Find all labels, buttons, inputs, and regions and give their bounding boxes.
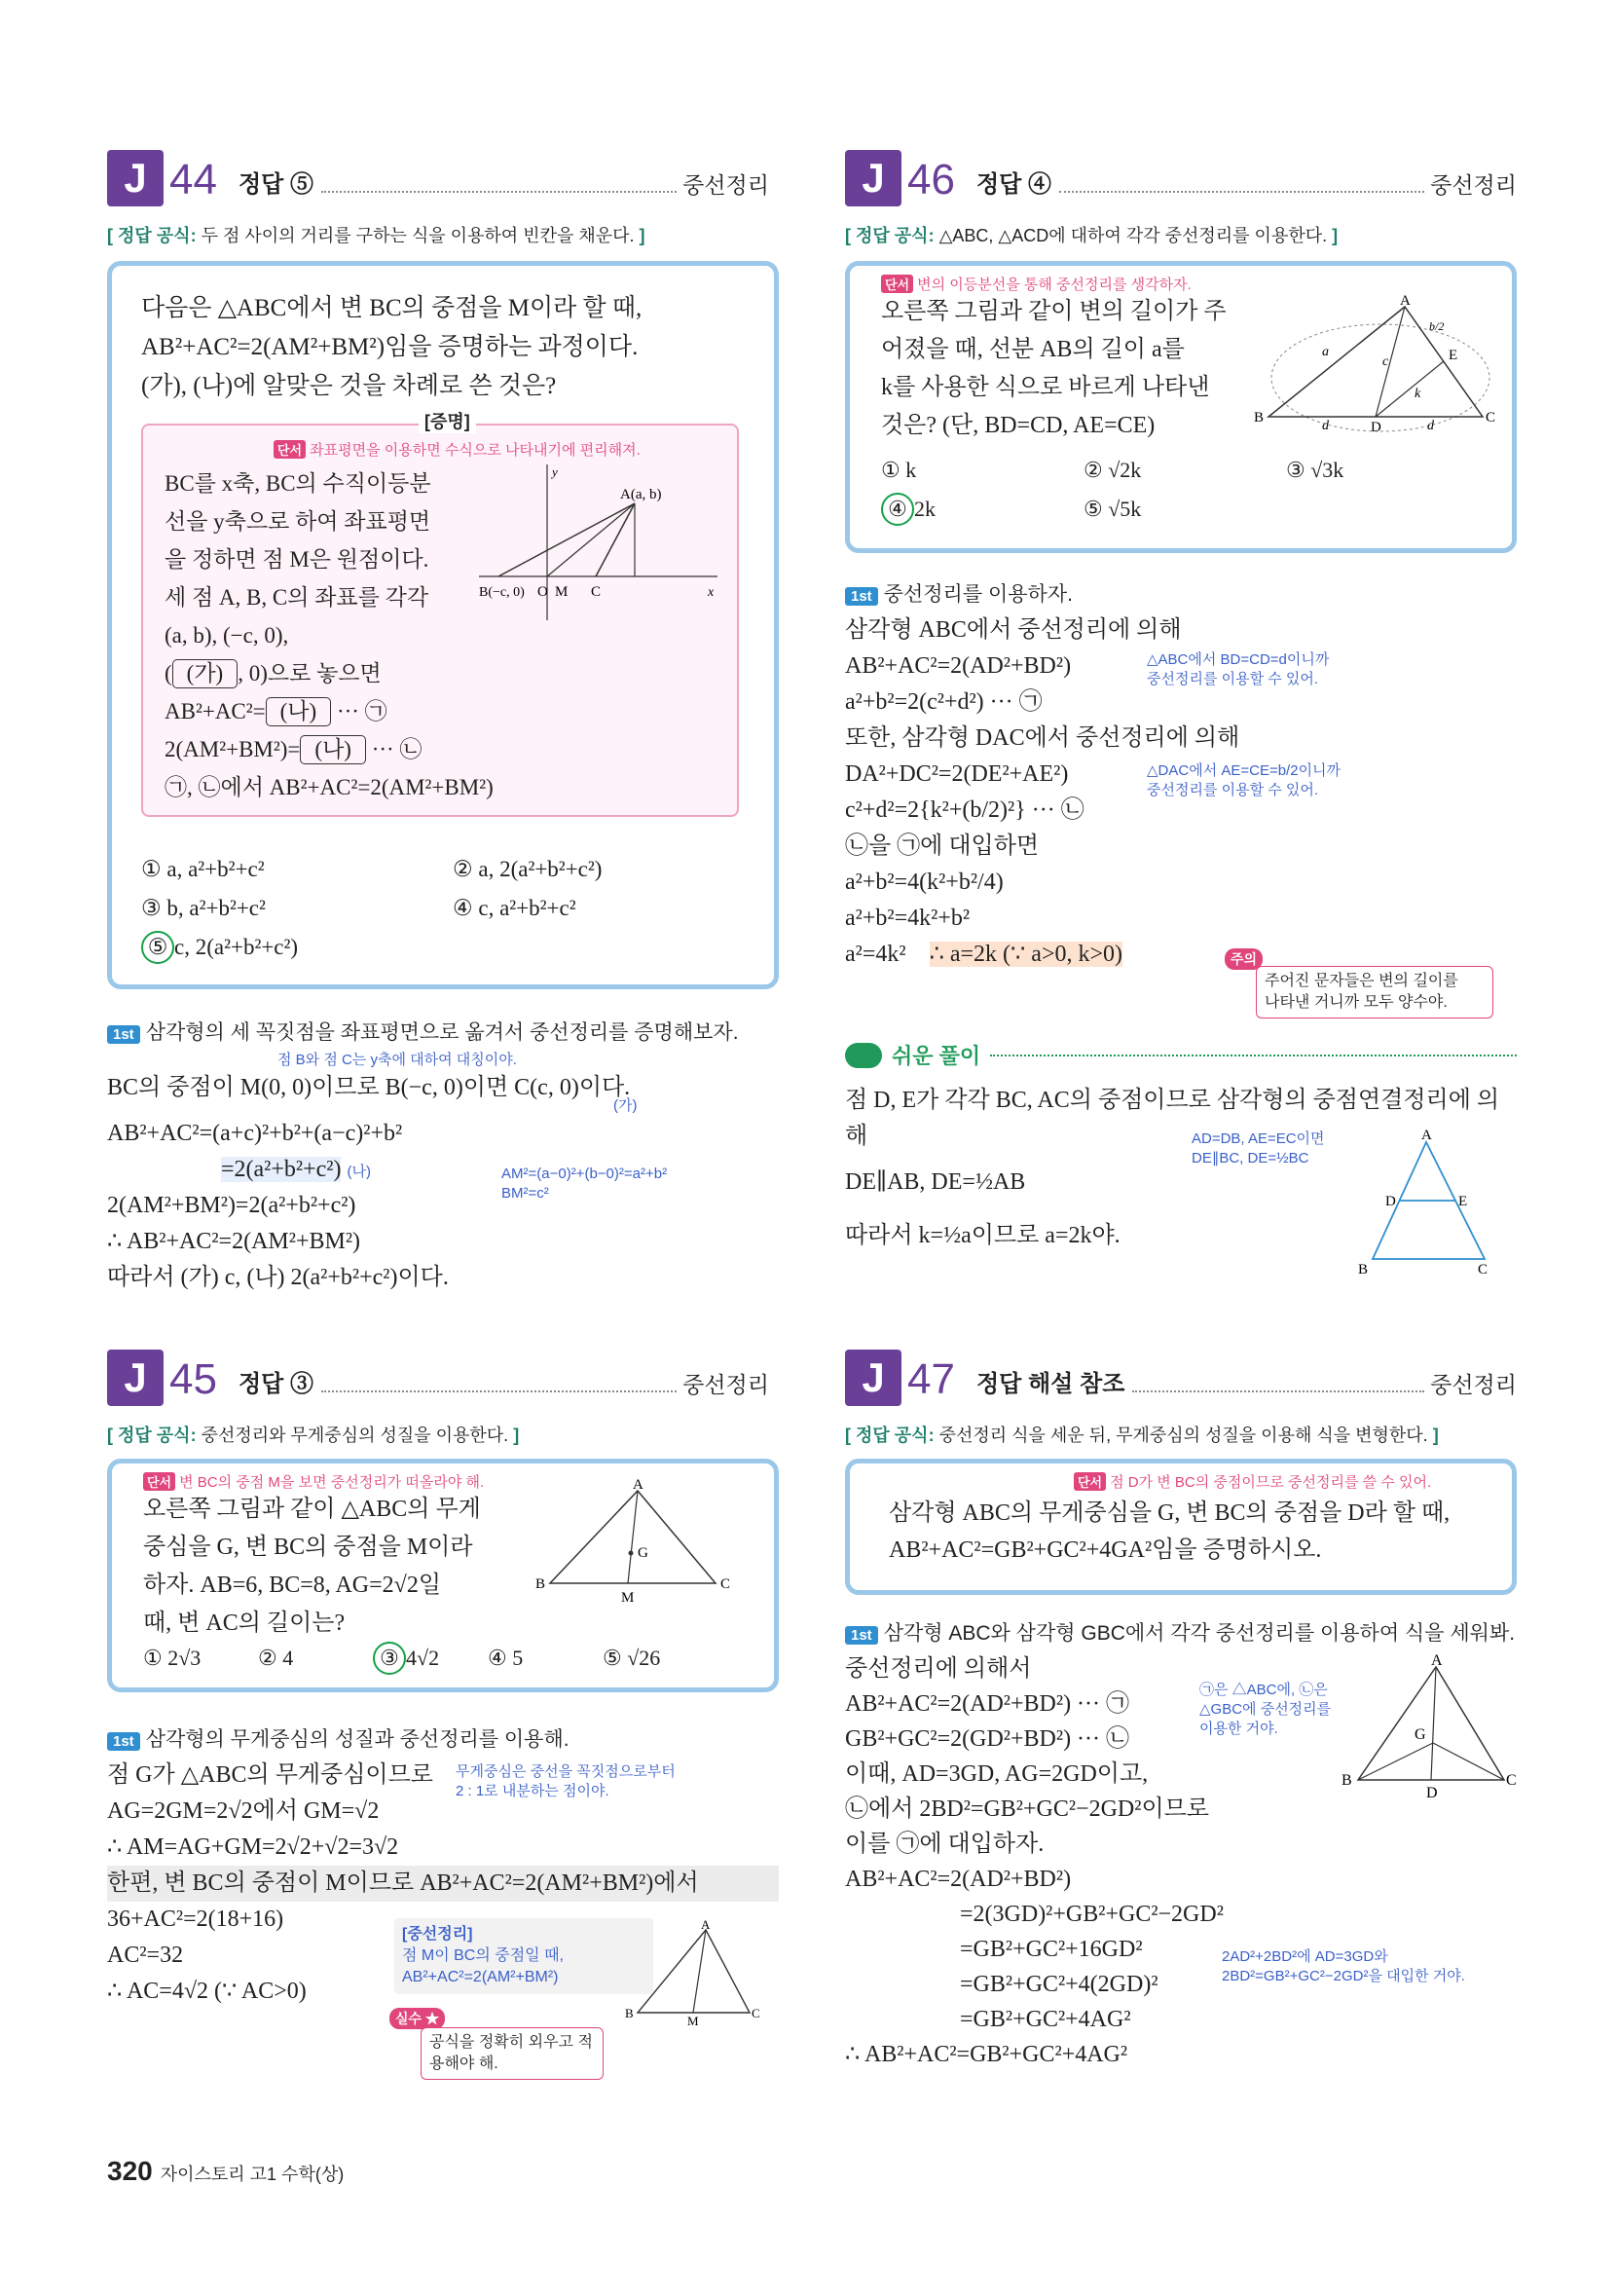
blank-ga: (가) [172, 659, 239, 688]
tip-tag: 단서 [274, 440, 306, 459]
solution-line: 따라서 k=½a이므로 a=2k야. [845, 1223, 1121, 1248]
side-note: △GBC에 중선정리를 [1199, 1701, 1332, 1718]
choice-5[interactable]: ⑤ √5k [1084, 497, 1142, 521]
choice-1[interactable]: ① k [881, 458, 917, 482]
answer-label: 정답 해설 참조 [975, 1371, 1125, 1397]
step-badge: 1st [845, 587, 878, 606]
question-box-j44 [107, 261, 779, 989]
tip-text: 좌표평면을 이용하면 수식으로 나타내기에 편리해져. [310, 442, 641, 459]
point-d-label: D [1385, 1194, 1396, 1209]
choice-3[interactable]: ③ b, a²+b²+c² [141, 896, 266, 920]
point-e-label: E [1458, 1194, 1468, 1209]
topic-label: 중선정리 [682, 172, 769, 198]
solution-line: 점 D, E가 각각 BC, AC의 중점이므로 삼각형의 중점연결정리에 의해 [845, 1088, 1500, 1149]
point-b-label: B(−c, 0) [479, 585, 525, 600]
solution-line: ∴ AB²+AC²=2(AM²+BM²) [107, 1229, 361, 1254]
highlight-text: =2(a²+b²+c²) [221, 1157, 342, 1182]
side-note-box [1192, 1129, 1325, 1168]
step-text: 삼각형 ABC와 삼각형 GBC에서 각각 중선정리를 이용하여 식을 세워봐. [883, 1622, 1516, 1645]
side-note: AD=DB, AE=EC이면 [1192, 1130, 1325, 1147]
answer-circle: ④ [881, 493, 914, 526]
proof-text: ··· ㉡ [371, 737, 423, 761]
proof-text: 2(AM²+BM²)= [165, 737, 301, 761]
solution-text: a²=4k² [845, 942, 906, 967]
side-note: 2AD²+2BD²에 AD=3GD와 [1222, 1948, 1388, 1965]
choice-2[interactable]: ② 4 [258, 1646, 294, 1670]
choice-text: 4√2 [406, 1646, 440, 1670]
problem-number: 46 [907, 156, 955, 204]
solution-line: =GB²+GC²+16GD² [960, 1937, 1143, 1962]
svg-text:C: C [752, 2006, 760, 2020]
proof-line: ㉠, ㉡에서 AB²+AC²=2(AM²+BM²) [165, 775, 494, 799]
point-d-label: D [1426, 1785, 1438, 1801]
solution-line: AB²+AC²=2(AD²+BD²) ··· ㉠ [845, 1691, 1130, 1717]
side-note: (가) [613, 1097, 638, 1114]
solution-line: ∴ AB²+AC²=GB²+GC²+4AG² [845, 2042, 1128, 2067]
solution-line [221, 1152, 779, 1188]
point-d-label: D [1371, 420, 1381, 435]
side-a-label: a [1322, 345, 1329, 359]
proof-line [165, 730, 494, 768]
choice-4[interactable]: ④ 5 [488, 1646, 524, 1670]
solution-line: AG=2GM=2√2에서 GM=√2 [107, 1798, 380, 1824]
book-title: 자이스토리 고1 수학(상) [160, 2165, 345, 2184]
blank-na: (나) [266, 697, 332, 726]
answer-circle: ⑤ [141, 931, 174, 964]
tip [1074, 1471, 1431, 1492]
reminder-line: AB²+AC²=2(AM²+BM²) [402, 1969, 559, 1985]
solution-line: 삼각형 ABC에서 중선정리에 의해 [845, 617, 1182, 643]
side-d-label: d [1322, 419, 1329, 433]
tip-text: 변의 이등분선을 통해 중선정리를 생각하자. [917, 277, 1192, 293]
page-number: 320 [107, 2156, 153, 2186]
side-note: 중선정리를 이용할 수 있어. [1147, 782, 1319, 798]
solution-line: DE∥AB, DE=½AB [845, 1169, 1026, 1195]
proof-line: 세 점 A, B, C의 좌표를 각각 [165, 585, 429, 610]
axis-x-label: x [708, 585, 715, 600]
side-note: BM²=c² [501, 1185, 549, 1202]
point-g-label: G [638, 1545, 648, 1561]
header-j44 [107, 146, 769, 206]
formula-label: 정답 공식: [856, 1426, 935, 1445]
question-line: k를 사용한 식으로 바르게 나타낸 [881, 375, 1210, 400]
formula-text: 두 점 사이의 거리를 구하는 식을 이용하여 빈칸을 채운다. [201, 226, 635, 245]
point-a-label: A [1431, 1652, 1443, 1669]
tip [274, 439, 641, 460]
point-c-label: C [1506, 1772, 1517, 1789]
side-note: 2BD²=GB²+GC²−2GD²을 대입한 거야. [1222, 1968, 1465, 1984]
dot-leader [1132, 1390, 1424, 1392]
question-line: (가), (나)에 알맞은 것을 차례로 쓴 것은? [141, 373, 557, 399]
solution-line: DA²+DC²=2(DE²+AE²) [845, 761, 1069, 787]
choice-2[interactable]: ② a, 2(a²+b²+c²) [453, 857, 603, 881]
step-badge: 1st [107, 1025, 140, 1044]
choice-3[interactable]: ③ √3k [1286, 458, 1344, 482]
question-box-j46 [845, 261, 1517, 553]
side-note: △ABC에서 BD=CD=d이니까 [1147, 651, 1330, 668]
warning-note: 공식을 정확히 외우고 적용해야 해. [421, 2027, 604, 2080]
solution-line: AB²+AC²=2(AD²+BD²) [845, 1867, 1072, 1892]
side-note: △DAC에서 AE=CE=b/2이니까 [1147, 762, 1341, 779]
proof-line: 을 정하면 점 M은 원점이다. [165, 547, 429, 572]
point-c-label: C [720, 1576, 731, 1592]
warning-tag: 실수 ★ [389, 2008, 445, 2029]
proof-title: [증명] [419, 408, 476, 433]
solution-line: AB²+AC²=(a+c)²+b²+(a−c)²+b² [107, 1121, 403, 1146]
point-b-label: B [1341, 1772, 1352, 1789]
side-note-box [501, 1165, 667, 1204]
solution-line: 또한, 삼각형 DAC에서 중선정리에 의해 [845, 725, 1240, 751]
solution-line: GB²+GC²=2(GD²+BD²) ··· ㉡ [845, 1726, 1130, 1752]
proof-line: ( (가) , 0)으로 놓으면 [165, 654, 494, 692]
formula-text: △ABC, △ACD에 대하여 각각 중선정리를 이용한다. [938, 226, 1328, 245]
proof-line [165, 692, 494, 730]
point-b-label: B [535, 1576, 546, 1592]
solution-line: a²+b²=4(k²+b²/4) [845, 870, 1004, 895]
solution-j44 [107, 1015, 779, 1296]
easy-label: 쉬운 풀이 [892, 1044, 981, 1068]
side-note: (나) [347, 1164, 371, 1180]
warning-tag: 주의 [1225, 948, 1263, 970]
point-a-label: A [1421, 1128, 1432, 1143]
question-line: 것은? (단, BD=CD, AE=CE) [881, 413, 1156, 438]
side-note: 점 B와 점 C는 y축에 대하여 대칭이야. [277, 1052, 517, 1068]
side-note-box [1222, 1947, 1465, 1986]
choice-4[interactable]: ④ c, a²+b²+c² [453, 896, 576, 920]
topic-label: 중선정리 [1430, 172, 1517, 198]
point-c-label: C [591, 584, 602, 600]
question-line: 하자. AB=6, BC=8, AG=2√2일 [143, 1573, 442, 1598]
solution-line: a²+b²=2(c²+d²) ··· ㉠ [845, 689, 1043, 715]
solution-line: c²+d²=2{k²+(b/2)²} ··· ㉡ [845, 797, 1084, 823]
blank-na: (나) [300, 735, 366, 764]
question-line: 다음은 △ABC에서 변 BC의 중점을 M이라 할 때, [141, 295, 643, 321]
point-m-label: M [621, 1590, 635, 1606]
tip [143, 1471, 484, 1492]
problem-number: 47 [907, 1355, 955, 1403]
step-badge: 1st [845, 1626, 878, 1645]
page-footer [107, 2156, 344, 2187]
svg-text:M: M [687, 2014, 699, 2028]
answer-formula: [ 정답 공식: 두 점 사이의 거리를 구하는 식을 이용하여 빈칸을 채운다. ] [107, 226, 645, 245]
choice-2[interactable]: ② √2k [1084, 458, 1142, 482]
problem-tag: J [845, 150, 901, 206]
side-note: 2 : 1로 내분하는 점이야. [456, 1783, 609, 1799]
question-line: 오른쪽 그림과 같이 변의 길이가 주 [881, 299, 1227, 324]
question-line: 오른쪽 그림과 같이 △ABC의 무게 [143, 1497, 481, 1522]
point-b-label: B [1254, 410, 1265, 426]
step-text: 중선정리를 이용하자. [883, 583, 1073, 606]
triangle-figure [531, 1477, 745, 1608]
topic-label: 중선정리 [1430, 1372, 1517, 1397]
proof-text: AB²+AC²= [165, 699, 266, 723]
point-a-label: A(a, b) [620, 487, 662, 502]
choice-4[interactable] [881, 490, 1084, 529]
point-a-label: A [1400, 293, 1411, 309]
triangle-figure [1254, 293, 1497, 435]
choice-5[interactable]: ⑤ √26 [603, 1646, 661, 1670]
problem-tag: J [107, 1350, 164, 1406]
dot-leader [321, 191, 677, 193]
proof-line: (a, b), (−c, 0), [165, 623, 289, 648]
point-e-label: E [1449, 348, 1458, 363]
step-text: 삼각형의 세 꼭짓점을 좌표평면으로 옮겨서 중선정리를 증명해보자. [145, 1021, 739, 1044]
point-c-label: C [1486, 410, 1496, 426]
reminder-line: 점 M이 BC의 중점일 때, [402, 1947, 564, 1964]
question-box-j45 [107, 1459, 779, 1692]
point-m-label: M [555, 584, 569, 600]
header-j47 [845, 1346, 1517, 1406]
topic-label: 중선정리 [682, 1372, 769, 1397]
side-b2-label: b/2 [1429, 319, 1445, 333]
tip-text: 점 D가 변 BC의 중점이므로 중선정리를 쓸 수 있어. [1110, 1474, 1432, 1491]
answer-label: 정답 ③ [238, 1371, 313, 1397]
header-j46 [845, 146, 1517, 206]
proof-text: , 0)으로 놓으면 [238, 661, 382, 685]
choice-1[interactable]: ① 2√3 [143, 1646, 202, 1670]
choice-text: 2k [914, 497, 936, 521]
formula-reminder [394, 1918, 653, 1994]
side-note-box [1199, 1681, 1331, 1739]
solution-line: AC²=32 [107, 1943, 184, 1968]
side-k-label: k [1415, 387, 1421, 401]
question-line: 어졌을 때, 선분 AB의 길이 a를 [881, 337, 1185, 362]
problem-number: 45 [169, 1355, 217, 1403]
formula-label: 정답 공식: [856, 226, 935, 245]
problem-tag: J [845, 1350, 901, 1406]
solution-line: 이때, AD=3GD, AG=2GD이고, [845, 1761, 1149, 1787]
solution-line: 중선정리에 의해서 [845, 1656, 1032, 1682]
solution-line: ∴ AC=4√2 (∵ AC>0) [107, 1979, 307, 2004]
side-note: 중선정리를 이용할 수 있어. [1147, 671, 1319, 687]
proof-box [141, 412, 739, 817]
highlight-text: ∴ a=2k (∵ a>0, k>0) [929, 942, 1123, 967]
dot-leader [1059, 191, 1424, 193]
side-note-box [1147, 761, 1341, 800]
proof-line: 선을 y축으로 하여 좌표평면 [165, 509, 431, 534]
choice-3[interactable] [373, 1639, 488, 1678]
header-j45 [107, 1346, 769, 1406]
question-box-j47 [845, 1459, 1517, 1595]
answer-formula: [ 정답 공식: △ABC, △ACD에 대하여 각각 중선정리를 이용한다. ] [845, 226, 1339, 245]
question-line: AB²+AC²=2(AM²+BM²)임을 증명하는 과정이다. [141, 334, 639, 360]
tip-tag: 단서 [1074, 1472, 1106, 1491]
formula-text: 중선정리와 무게중심의 성질을 이용한다. [201, 1426, 509, 1445]
formula-label: 정답 공식: [118, 226, 197, 245]
problem-tag: J [107, 150, 164, 206]
answer-label: 정답 ④ [975, 171, 1051, 198]
side-note: 무게중심은 중선을 꼭짓점으로부터 [456, 1763, 676, 1780]
solution-line: 따라서 (가) c, (나) 2(a²+b²+c²)이다. [107, 1265, 449, 1290]
easy-solution-header [845, 1040, 1517, 1070]
dot-leader [990, 1055, 1517, 1056]
solution-line: BC의 중점이 M(0, 0)이므로 B(−c, 0)이면 C(c, 0)이다. [107, 1075, 631, 1100]
tip [881, 274, 1192, 294]
centroid-figure [1339, 1652, 1517, 1801]
solution-line: 점 G가 △ABC의 무게중심이므로 [107, 1762, 433, 1788]
answer-formula: [ 정답 공식: 중선정리 식을 세운 뒤, 무게중심의 성질을 이용해 식을 변형한다. ] [845, 1426, 1439, 1445]
formula-label: 정답 공식: [118, 1426, 197, 1445]
glasses-icon [845, 1043, 882, 1068]
choice-1[interactable]: ① a, a²+b²+c² [141, 857, 265, 881]
point-b-label: B [1358, 1262, 1369, 1278]
warning-line: 주어진 문자들은 변의 길이를 [1265, 973, 1458, 989]
side-note: AM²=(a−0)²+(b−0)²=a²+b² [501, 1166, 668, 1182]
midpoint-figure [1353, 1128, 1489, 1278]
solution-line: 36+AC²=2(18+16) [107, 1907, 284, 1932]
solution-line: 한편, 변 BC의 중점이 M이므로 AB²+AC²=2(AM²+BM²)에서 [107, 1866, 779, 1902]
side-note: ㉠은 △ABC에, ㉡은 [1199, 1682, 1328, 1698]
side-note: 이용한 거야. [1199, 1721, 1278, 1737]
answer-label: 정답 ⑤ [238, 171, 313, 198]
reminder-title: [중선정리] [402, 1926, 473, 1943]
tip-tag: 단서 [143, 1472, 175, 1491]
tip-text: 변 BC의 중점 M을 보면 중선정리가 떠올라야 해. [179, 1474, 485, 1491]
dot-leader [321, 1390, 677, 1392]
choice-text: c, 2(a²+b²+c²) [174, 935, 299, 959]
median-figure [623, 1917, 760, 2028]
step-badge: 1st [107, 1732, 140, 1751]
answer-circle: ③ [373, 1642, 406, 1675]
question-line: 삼각형 ABC의 무게중심을 G, 변 BC의 중점을 D라 할 때, [889, 1500, 1451, 1526]
problem-number: 44 [169, 156, 217, 204]
warning-line: 나타낸 거니까 모두 양수야. [1265, 994, 1448, 1011]
answer-formula: [ 정답 공식: 중선정리와 무게중심의 성질을 이용한다. ] [107, 1426, 520, 1445]
question-line: 중심을 G, 변 BC의 중점을 M이라 [143, 1535, 473, 1560]
svg-text:B: B [625, 2006, 634, 2020]
choice-5[interactable] [141, 928, 745, 967]
point-a-label: A [633, 1477, 643, 1493]
solution-line: =2(3GD)²+GB²+GC²−2GD² [960, 1902, 1224, 1927]
side-c-label: c [1382, 354, 1389, 369]
svg-text:A: A [701, 1917, 711, 1932]
proof-line: BC를 x축, BC의 수직이등분 [165, 471, 431, 496]
formula-text: 중선정리 식을 세운 뒤, 무게중심의 성질을 이용해 식을 변형한다. [938, 1426, 1428, 1445]
solution-line: AB²+AC²=2(AD²+BD²) [845, 653, 1072, 679]
side-d-label: d [1427, 419, 1434, 433]
solution-line: ㉡에서 2BD²=GB²+GC²−2GD²이므로 [845, 1796, 1209, 1822]
side-note-box [456, 1762, 676, 1801]
proof-text: ··· ㉠ [336, 699, 387, 723]
side-note-box [1147, 650, 1329, 689]
question-line: 때, 변 AC의 길이는? [143, 1611, 346, 1636]
coordinate-figure [479, 464, 722, 630]
solution-line: 2(AM²+BM²)=2(a²+b²+c²) [107, 1193, 356, 1218]
side-note: DE∥BC, DE=½BC [1192, 1150, 1309, 1167]
point-g-label: G [1415, 1726, 1426, 1743]
solution-line: a²+b²=4k²+b² [845, 906, 971, 931]
point-c-label: C [1478, 1262, 1488, 1278]
question-line: AB²+AC²=GB²+GC²+4GA²임을 증명하시오. [889, 1537, 1322, 1563]
warning-note [1256, 966, 1493, 1018]
solution-line: =GB²+GC²+4AG² [960, 2007, 1131, 2032]
tip-tag: 단서 [881, 275, 913, 293]
solution-line: ㉡을 ㉠에 대입하면 [845, 833, 1040, 859]
solution-line: 이를 ㉠에 대입하자. [845, 1832, 1045, 1857]
origin-label: O [537, 584, 548, 600]
solution-line: ∴ AM=AG+GM=2√2+√2=3√2 [107, 1834, 399, 1860]
step-text: 삼각형의 무게중심의 성질과 중선정리를 이용해. [145, 1728, 570, 1751]
axis-y-label: y [552, 464, 558, 479]
solution-line: =GB²+GC²+4(2GD)² [960, 1972, 1158, 1997]
